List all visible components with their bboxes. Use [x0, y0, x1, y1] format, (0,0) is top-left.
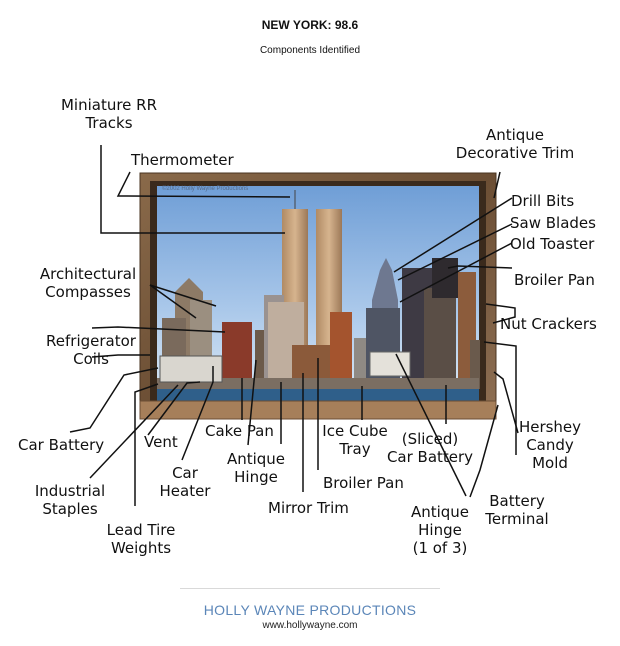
label-antique-decorative-trim: Antique Decorative Trim — [455, 126, 575, 162]
label-nut-crackers: Nut Crackers — [500, 315, 597, 333]
label-car-heater: Car Heater — [159, 464, 211, 500]
label-thermometer: Thermometer — [131, 151, 234, 169]
label-cake-pan: Cake Pan — [205, 422, 274, 440]
label-broiler-pan-right: Broiler Pan — [514, 271, 595, 289]
label-vent: Vent — [144, 433, 178, 451]
footer-divider — [180, 588, 440, 589]
label-ice-cube-tray: Ice Cube Tray — [322, 422, 388, 458]
label-architectural-compasses: Architectural Compasses — [39, 265, 137, 301]
footer-website-link[interactable]: www.hollywayne.com — [262, 620, 358, 631]
label-hershey-candy-mold: Hershey Candy Mold — [518, 418, 582, 472]
label-drill-bits: Drill Bits — [511, 192, 575, 210]
label-old-toaster: Old Toaster — [510, 235, 595, 253]
label-sliced-car-battery: (Sliced) Car Battery — [386, 430, 474, 466]
label-refrigerator-coils: Refrigerator Coils — [46, 332, 136, 368]
footer-brand: HOLLY WAYNE PRODUCTIONS — [203, 602, 417, 618]
label-miniature-rr-tracks: Miniature RR Tracks — [60, 96, 158, 132]
label-battery-terminal: Battery Terminal — [485, 492, 549, 528]
page-title: NEW YORK: 98.6 — [261, 18, 359, 32]
page-subtitle: Components Identified — [259, 45, 361, 56]
label-lead-tire-weights: Lead Tire Weights — [106, 521, 176, 557]
label-mirror-trim: Mirror Trim — [268, 499, 349, 517]
label-industrial-staples: Industrial Staples — [34, 482, 106, 518]
label-antique-hinge: Antique Hinge — [226, 450, 286, 486]
label-broiler-pan-bottom: Broiler Pan — [323, 474, 404, 492]
label-antique-hinge-1-of-3: Antique Hinge (1 of 3) — [410, 503, 470, 557]
artwork-watermark: ©2002 Holly Wayne Productions — [162, 186, 249, 192]
label-saw-blades: Saw Blades — [510, 214, 596, 232]
label-car-battery: Car Battery — [18, 436, 105, 454]
